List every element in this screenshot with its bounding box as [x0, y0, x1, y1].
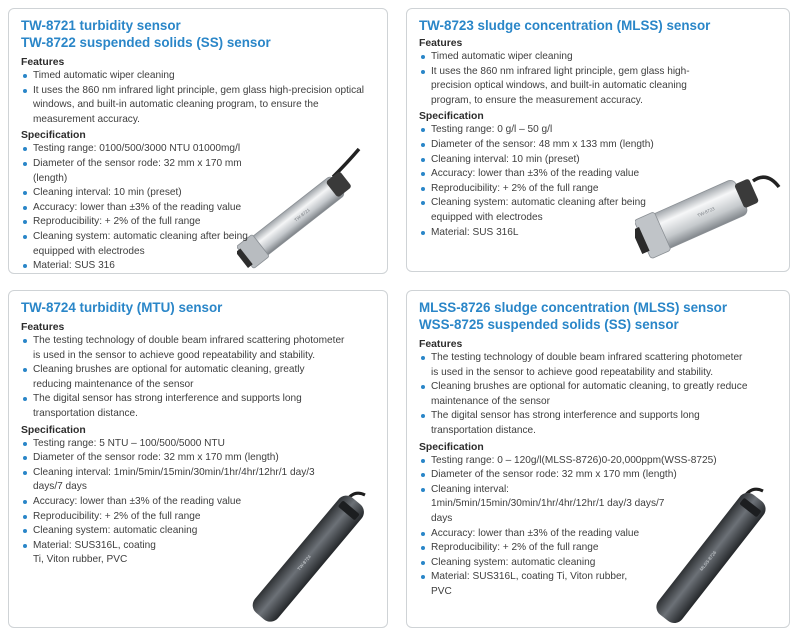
spec-item: Accuracy: lower than ±3% of the reading value [21, 495, 317, 510]
product-title: TW-8721 turbidity sensor [21, 18, 181, 33]
features-heading: Features [21, 322, 65, 333]
specification-heading: Specification [419, 441, 484, 453]
specs-list [419, 123, 783, 240]
spec-item: Cleaning system: automatic cleaning [21, 524, 317, 539]
spec-item: Accuracy: lower than ±3% of the reading value [21, 201, 249, 216]
feature-item: The testing technology of double beam infrared scattering photometer is used in the sensor to achieve good repeatability and stability. [419, 351, 749, 380]
spec-item: Accuracy: lower than ±3% of the reading value [419, 167, 647, 182]
feature-item: The digital sensor has strong interference and supports long transportation distance. [21, 392, 339, 421]
specs-list [21, 142, 381, 273]
specification-heading: Specification [419, 111, 484, 123]
svg-text:TW-8724: TW-8724 [296, 554, 313, 572]
specification-heading: Specification [21, 130, 86, 142]
svg-text:MLSS-8726: MLSS-8726 [698, 549, 718, 572]
product-title: TW-8723 sludge concentration (MLSS) sensor [419, 18, 711, 33]
card-content [21, 17, 381, 274]
card-content [419, 17, 783, 240]
spec-item: Material: SUS316L, coating Ti, Viton rubber, PVC [419, 570, 645, 599]
spec-item: Material: SUS 316L [419, 226, 647, 241]
spec-item: Testing range: 0100/500/3000 NTU 01000mg/l [21, 142, 249, 157]
product-card-tw-8721 [8, 8, 388, 274]
spec-item: Diameter of the sensor rode: 32 mm x 170 mm (length) [419, 468, 719, 483]
product-title: MLSS-8726 sludge concentration (MLSS) sensor [419, 300, 728, 315]
spec-item: Reproducibility: + 2% of the full range [21, 215, 249, 230]
card-content [419, 299, 783, 600]
spec-item: Testing range: 5 NTU – 100/500/5000 NTU [21, 437, 317, 452]
spec-item: Testing range: 0 g/l – 50 g/l [419, 123, 647, 138]
feature-item: Timed automatic wiper cleaning [419, 50, 715, 65]
spec-item: Material: SUS 316 [21, 259, 249, 274]
feature-item: Cleaning brushes are optional for automatic cleaning, greatly reducing maintenance of the sensor [21, 363, 343, 392]
features-list [419, 351, 783, 439]
feature-item: It uses the 860 nm infrared light principle, gem glass high-precision optical windows, and built-in automatic cleaning program, to ensure the measurement accuracy. [419, 65, 719, 109]
spec-item: Cleaning system: automatic cleaning [419, 556, 719, 571]
product-title: TW-8724 turbidity (MTU) sensor [21, 300, 223, 315]
spec-item: Diameter of the sensor rode: 32 mm x 170 mm (length) [21, 157, 249, 186]
spec-item: Reproducibility: + 2% of the full range [419, 182, 647, 197]
spec-item: Cleaning interval: 10 min (preset) [21, 186, 249, 201]
specs-list [21, 437, 381, 568]
spec-item: Diameter of the sensor: 48 mm x 133 mm (length) [419, 138, 681, 153]
feature-item: The testing technology of double beam infrared scattering photometer is used in the sensor to achieve good repeatability and stability. [21, 334, 351, 363]
product-title: TW-8722 suspended solids (SS) sensor [21, 35, 271, 50]
spec-item: Material: SUS316L, coating Ti, Viton rubber, PVC [21, 539, 161, 568]
svg-text:TW-8721: TW-8721 [293, 207, 311, 223]
product-card-tw-8723 [406, 8, 790, 272]
feature-item: Cleaning brushes are optional for automatic cleaning, to greatly reduce maintenance of the sensor [419, 380, 749, 409]
product-title: WSS-8725 suspended solids (SS) sensor [419, 317, 679, 332]
features-list [21, 334, 381, 422]
spec-item: Reproducibility: + 2% of the full range [21, 510, 317, 525]
spec-item: Cleaning interval: 1min/5min/15min/30min/1hr/4hr/12hr/1 day/3 days/7 days [419, 483, 679, 527]
spec-item: Cleaning system: automatic cleaning after being equipped with electrodes [419, 196, 647, 225]
feature-item: It uses the 860 nm infrared light principle, gem glass high-precision optical windows, and built-in automatic cleaning program, to ensure the measurement accuracy. [21, 84, 381, 128]
features-list [419, 50, 783, 108]
features-heading: Features [419, 38, 463, 49]
product-card-tw-8724 [8, 290, 388, 628]
spec-item: Cleaning interval: 10 min (preset) [419, 153, 647, 168]
svg-text:TW-8723: TW-8723 [696, 206, 716, 219]
spec-item: Accuracy: lower than ±3% of the reading value [419, 527, 719, 542]
spec-item: Diameter of the sensor rode: 32 mm x 170 mm (length) [21, 451, 317, 466]
spec-item: Cleaning interval: 1min/5min/15min/30min/1hr/4hr/12hr/1 day/3 days/7 days [21, 466, 317, 495]
features-list [21, 69, 381, 127]
spec-item: Reproducibility: + 2% of the full range [419, 541, 719, 556]
spec-item: Cleaning system: automatic cleaning after being equipped with electrodes [21, 230, 249, 259]
specs-list [419, 454, 783, 600]
product-card-mlss-8726 [406, 290, 790, 628]
specification-heading: Specification [21, 424, 86, 436]
spec-item: Testing range: 0 – 120g/l(MLSS-8726)0-20,000ppm(WSS-8725) [419, 454, 719, 469]
feature-item: The digital sensor has strong interference and supports long transportation distance. [419, 409, 737, 438]
card-content [21, 299, 381, 568]
features-heading: Features [21, 57, 65, 68]
features-heading: Features [419, 339, 463, 350]
feature-item: Timed automatic wiper cleaning [21, 69, 381, 84]
